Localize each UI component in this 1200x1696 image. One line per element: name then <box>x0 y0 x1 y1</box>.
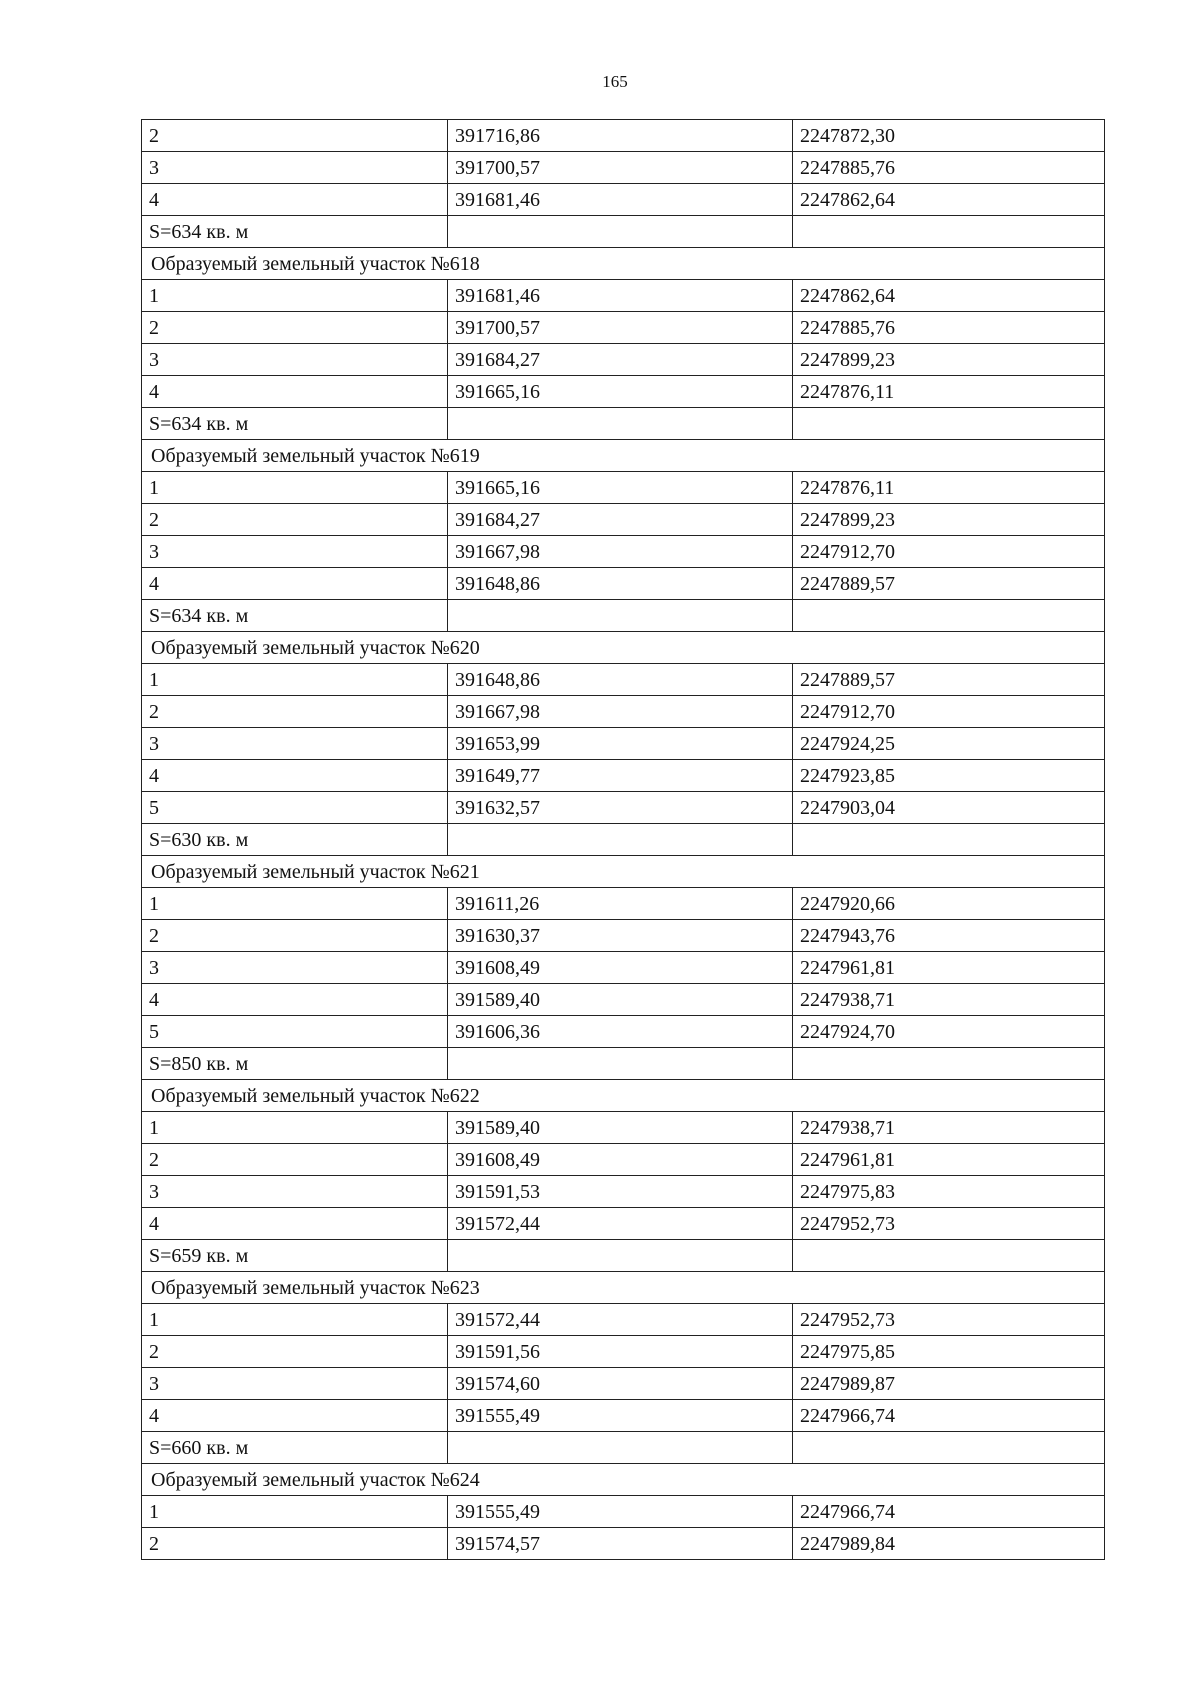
point-row <box>142 344 1105 376</box>
y-coordinate-cell: 2247924,25 <box>793 728 1105 760</box>
point-number-cell: 2 <box>142 312 448 344</box>
point-number-cell: 3 <box>142 1368 448 1400</box>
x-coordinate-cell: 391555,49 <box>448 1400 793 1432</box>
x-coordinate-cell: 391574,60 <box>448 1368 793 1400</box>
point-number-cell: 1 <box>142 1496 448 1528</box>
y-coordinate-cell: 2247885,76 <box>793 312 1105 344</box>
y-coordinate-cell: 2247876,11 <box>793 472 1105 504</box>
point-row <box>142 472 1105 504</box>
point-row <box>142 1176 1105 1208</box>
empty-cell <box>793 824 1105 856</box>
point-number-cell: 4 <box>142 184 448 216</box>
plot-heading-row <box>142 856 1105 888</box>
point-number-cell: 2 <box>142 920 448 952</box>
y-coordinate-cell: 2247912,70 <box>793 536 1105 568</box>
x-coordinate-cell: 391667,98 <box>448 536 793 568</box>
area-row <box>142 600 1105 632</box>
plot-heading-row <box>142 632 1105 664</box>
y-coordinate-cell: 2247912,70 <box>793 696 1105 728</box>
plot-heading-row <box>142 1272 1105 1304</box>
x-coordinate-cell: 391632,57 <box>448 792 793 824</box>
x-coordinate-cell: 391649,77 <box>448 760 793 792</box>
x-coordinate-cell: 391700,57 <box>448 152 793 184</box>
x-coordinate-cell: 391665,16 <box>448 472 793 504</box>
area-row <box>142 1432 1105 1464</box>
point-row <box>142 728 1105 760</box>
point-number-cell: 1 <box>142 280 448 312</box>
x-coordinate-cell: 391555,49 <box>448 1496 793 1528</box>
y-coordinate-cell: 2247961,81 <box>793 1144 1105 1176</box>
y-coordinate-cell: 2247966,74 <box>793 1496 1105 1528</box>
point-row <box>142 1368 1105 1400</box>
point-row <box>142 1496 1105 1528</box>
y-coordinate-cell: 2247966,74 <box>793 1400 1105 1432</box>
point-row <box>142 184 1105 216</box>
point-row <box>142 984 1105 1016</box>
x-coordinate-cell: 391716,86 <box>448 120 793 152</box>
coordinates-table <box>141 119 1105 1560</box>
x-coordinate-cell: 391591,56 <box>448 1336 793 1368</box>
point-row <box>142 664 1105 696</box>
y-coordinate-cell: 2247889,57 <box>793 664 1105 696</box>
x-coordinate-cell: 391591,53 <box>448 1176 793 1208</box>
point-row <box>142 760 1105 792</box>
empty-cell <box>793 1048 1105 1080</box>
empty-cell <box>448 1240 793 1272</box>
point-number-cell: 2 <box>142 1528 448 1560</box>
area-cell: S=659 кв. м <box>142 1240 448 1272</box>
area-cell: S=630 кв. м <box>142 824 448 856</box>
point-row <box>142 1336 1105 1368</box>
point-row <box>142 1112 1105 1144</box>
point-number-cell: 4 <box>142 984 448 1016</box>
y-coordinate-cell: 2247885,76 <box>793 152 1105 184</box>
empty-cell <box>448 824 793 856</box>
empty-cell <box>448 1432 793 1464</box>
x-coordinate-cell: 391681,46 <box>448 184 793 216</box>
point-number-cell: 3 <box>142 344 448 376</box>
x-coordinate-cell: 391648,86 <box>448 568 793 600</box>
point-number-cell: 1 <box>142 472 448 504</box>
point-row <box>142 1208 1105 1240</box>
point-row <box>142 888 1105 920</box>
y-coordinate-cell: 2247961,81 <box>793 952 1105 984</box>
x-coordinate-cell: 391681,46 <box>448 280 793 312</box>
point-number-cell: 1 <box>142 888 448 920</box>
empty-cell <box>448 216 793 248</box>
point-number-cell: 4 <box>142 568 448 600</box>
plot-heading-cell: Образуемый земельный участок №619 <box>142 440 1105 472</box>
empty-cell <box>793 600 1105 632</box>
area-cell: S=850 кв. м <box>142 1048 448 1080</box>
area-row <box>142 216 1105 248</box>
point-number-cell: 4 <box>142 376 448 408</box>
y-coordinate-cell: 2247872,30 <box>793 120 1105 152</box>
empty-cell <box>793 408 1105 440</box>
empty-cell <box>448 408 793 440</box>
point-number-cell: 3 <box>142 536 448 568</box>
area-cell: S=634 кв. м <box>142 216 448 248</box>
point-row <box>142 568 1105 600</box>
point-row <box>142 792 1105 824</box>
point-row <box>142 1400 1105 1432</box>
point-row <box>142 1144 1105 1176</box>
point-number-cell: 1 <box>142 664 448 696</box>
plot-heading-cell: Образуемый земельный участок №624 <box>142 1464 1105 1496</box>
y-coordinate-cell: 2247952,73 <box>793 1208 1105 1240</box>
area-cell: S=660 кв. м <box>142 1432 448 1464</box>
empty-cell <box>793 1240 1105 1272</box>
x-coordinate-cell: 391667,98 <box>448 696 793 728</box>
empty-cell <box>448 1048 793 1080</box>
plot-heading-cell: Образуемый земельный участок №620 <box>142 632 1105 664</box>
y-coordinate-cell: 2247943,76 <box>793 920 1105 952</box>
point-row <box>142 312 1105 344</box>
x-coordinate-cell: 391648,86 <box>448 664 793 696</box>
y-coordinate-cell: 2247862,64 <box>793 184 1105 216</box>
point-row <box>142 120 1105 152</box>
point-number-cell: 5 <box>142 1016 448 1048</box>
point-number-cell: 2 <box>142 120 448 152</box>
y-coordinate-cell: 2247899,23 <box>793 504 1105 536</box>
x-coordinate-cell: 391589,40 <box>448 984 793 1016</box>
page-number: 165 <box>602 72 628 91</box>
area-row <box>142 824 1105 856</box>
point-row <box>142 1304 1105 1336</box>
x-coordinate-cell: 391572,44 <box>448 1304 793 1336</box>
plot-heading-row <box>142 440 1105 472</box>
y-coordinate-cell: 2247920,66 <box>793 888 1105 920</box>
point-row <box>142 280 1105 312</box>
y-coordinate-cell: 2247862,64 <box>793 280 1105 312</box>
x-coordinate-cell: 391684,27 <box>448 504 793 536</box>
x-coordinate-cell: 391653,99 <box>448 728 793 760</box>
point-row <box>142 952 1105 984</box>
y-coordinate-cell: 2247903,04 <box>793 792 1105 824</box>
y-coordinate-cell: 2247975,85 <box>793 1336 1105 1368</box>
empty-cell <box>793 1432 1105 1464</box>
y-coordinate-cell: 2247876,11 <box>793 376 1105 408</box>
point-number-cell: 2 <box>142 504 448 536</box>
point-number-cell: 2 <box>142 1144 448 1176</box>
point-number-cell: 1 <box>142 1304 448 1336</box>
point-number-cell: 4 <box>142 1208 448 1240</box>
area-cell: S=634 кв. м <box>142 408 448 440</box>
x-coordinate-cell: 391665,16 <box>448 376 793 408</box>
point-number-cell: 4 <box>142 1400 448 1432</box>
x-coordinate-cell: 391630,37 <box>448 920 793 952</box>
plot-heading-cell: Образуемый земельный участок №621 <box>142 856 1105 888</box>
y-coordinate-cell: 2247952,73 <box>793 1304 1105 1336</box>
y-coordinate-cell: 2247989,84 <box>793 1528 1105 1560</box>
point-row <box>142 536 1105 568</box>
x-coordinate-cell: 391700,57 <box>448 312 793 344</box>
point-row <box>142 920 1105 952</box>
point-number-cell: 3 <box>142 152 448 184</box>
x-coordinate-cell: 391606,36 <box>448 1016 793 1048</box>
x-coordinate-cell: 391608,49 <box>448 1144 793 1176</box>
point-number-cell: 1 <box>142 1112 448 1144</box>
x-coordinate-cell: 391572,44 <box>448 1208 793 1240</box>
y-coordinate-cell: 2247923,85 <box>793 760 1105 792</box>
point-row <box>142 1528 1105 1560</box>
point-number-cell: 2 <box>142 1336 448 1368</box>
point-number-cell: 3 <box>142 728 448 760</box>
point-number-cell: 4 <box>142 760 448 792</box>
empty-cell <box>793 216 1105 248</box>
point-row <box>142 696 1105 728</box>
x-coordinate-cell: 391589,40 <box>448 1112 793 1144</box>
y-coordinate-cell: 2247938,71 <box>793 1112 1105 1144</box>
plot-heading-row <box>142 1080 1105 1112</box>
point-row <box>142 376 1105 408</box>
area-cell: S=634 кв. м <box>142 600 448 632</box>
plot-heading-cell: Образуемый земельный участок №623 <box>142 1272 1105 1304</box>
y-coordinate-cell: 2247938,71 <box>793 984 1105 1016</box>
area-row <box>142 408 1105 440</box>
point-number-cell: 3 <box>142 1176 448 1208</box>
point-number-cell: 3 <box>142 952 448 984</box>
point-number-cell: 2 <box>142 696 448 728</box>
y-coordinate-cell: 2247975,83 <box>793 1176 1105 1208</box>
y-coordinate-cell: 2247924,70 <box>793 1016 1105 1048</box>
area-row <box>142 1240 1105 1272</box>
x-coordinate-cell: 391684,27 <box>448 344 793 376</box>
plot-heading-row <box>142 248 1105 280</box>
y-coordinate-cell: 2247889,57 <box>793 568 1105 600</box>
point-row <box>142 152 1105 184</box>
plot-heading-cell: Образуемый земельный участок №618 <box>142 248 1105 280</box>
point-row <box>142 1016 1105 1048</box>
point-number-cell: 5 <box>142 792 448 824</box>
coordinates-table-body <box>142 120 1105 1560</box>
point-row <box>142 504 1105 536</box>
plot-heading-cell: Образуемый земельный участок №622 <box>142 1080 1105 1112</box>
y-coordinate-cell: 2247899,23 <box>793 344 1105 376</box>
plot-heading-row <box>142 1464 1105 1496</box>
x-coordinate-cell: 391574,57 <box>448 1528 793 1560</box>
area-row <box>142 1048 1105 1080</box>
y-coordinate-cell: 2247989,87 <box>793 1368 1105 1400</box>
x-coordinate-cell: 391611,26 <box>448 888 793 920</box>
x-coordinate-cell: 391608,49 <box>448 952 793 984</box>
empty-cell <box>448 600 793 632</box>
